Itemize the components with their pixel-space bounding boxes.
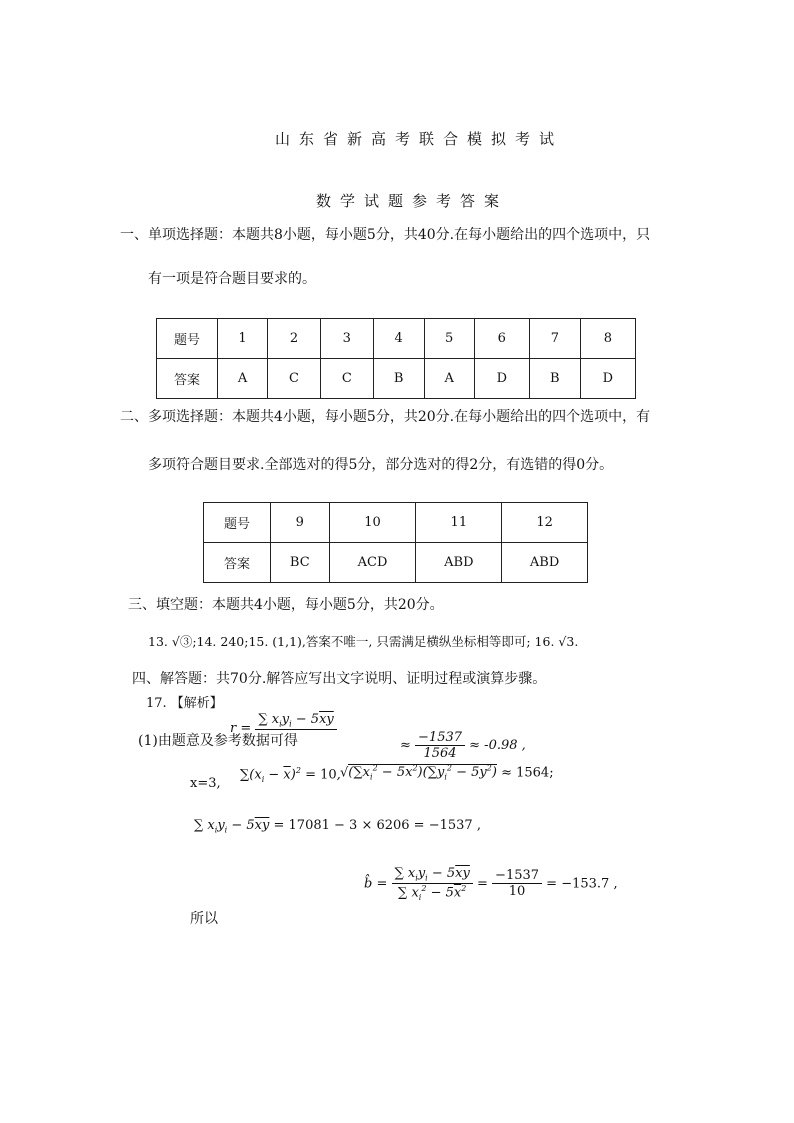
part1-intro: (1)由题意及参考数据可得 — [138, 733, 298, 749]
question-17-label: 17. 【解析】 — [146, 696, 223, 711]
r-formula: r = ∑ $x_iy_i - 5\overline{xy}$ — [230, 712, 337, 745]
section1-answer-table — [156, 318, 636, 399]
section2-answer-table — [203, 502, 588, 583]
answer-cell: A — [218, 359, 268, 399]
answer-cell: ACD — [329, 543, 416, 583]
table-row — [157, 319, 636, 359]
question-number: 5 — [424, 319, 474, 359]
b-value: = −153.7 , — [546, 876, 618, 892]
answer-cell: BC — [271, 543, 330, 583]
sqrt-product-value: ≈ 1564; — [501, 765, 554, 781]
answer-cell: A — [424, 359, 474, 399]
section2-heading-cont: 多项符合题目要求.全部选对的得5分，部分选对的得2分，有选错的得0分。 — [148, 457, 614, 473]
sum-xy-eq: ∑ $x_iy_i - 5\overline{xy} = 17081 - 3 \times 6206 = -1537$ , — [194, 818, 481, 835]
question-number: 8 — [580, 319, 635, 359]
section1-heading: 一、单项选择题：本题共8小题，每小题5分，共40分.在每小题给出的四个选项中，只 — [120, 227, 651, 243]
answer-cell: D — [474, 359, 529, 399]
answer-cell: D — [580, 359, 635, 399]
question-number: 2 — [268, 319, 321, 359]
sqrt-product: $√(\sum x_i^2 - 5\overline{x}^2)(\sum y_i^2 - 5\overline{y}^2) \approx 1564$; — [340, 764, 554, 782]
section2-heading: 二、多项选择题：本题共4小题，每小题5分，共20分.在每小题给出的四个选项中，有 — [120, 409, 651, 425]
r-frac-den: 1564 — [423, 746, 457, 761]
table-header-label: 题号 — [157, 319, 218, 359]
table-row — [157, 359, 636, 399]
question-number: 9 — [271, 503, 330, 543]
r-frac-num: −1537 — [415, 730, 465, 746]
question-number: 11 — [416, 503, 502, 543]
answer-cell: C — [320, 359, 373, 399]
question-number: 3 — [320, 319, 373, 359]
table-header-label: 题号 — [204, 503, 271, 543]
page-subtitle: 数学试题参考答案 — [316, 192, 509, 210]
question-number: 6 — [474, 319, 529, 359]
section4-heading: 四、解答题：共70分.解答应写出文字说明、证明过程或演算步骤。 — [132, 671, 547, 687]
answer-cell: C — [268, 359, 321, 399]
table-row — [204, 503, 588, 543]
question-number: 7 — [529, 319, 580, 359]
answer-cell: ABD — [416, 543, 502, 583]
b-hat-formula: b̂ = $\frac{\sum x_iy_i - 5\overline{xy}}{\sum x_i^2 - 5\overline{x}^2}$ = $\frac{-1537}{10}$ = −153.7 , — [364, 866, 618, 902]
so-label: 所以 — [190, 911, 218, 927]
answer-cell: B — [529, 359, 580, 399]
answer-cell: B — [373, 359, 424, 399]
question-number: 10 — [329, 503, 416, 543]
page-title: 山东省新高考联合模拟考试 — [275, 130, 564, 148]
table-answer-label: 答案 — [204, 543, 271, 583]
sum-xy-value: = 17081 − 3 × 6206 = −1537 , — [273, 818, 481, 833]
r-fraction: ≈ $\frac{-1537}{1564}$ ≈ -0.98 , — [400, 730, 526, 761]
b-frac-den: 10 — [508, 884, 526, 900]
section3-heading: 三、填空题：本题共4小题，每小题5分，共20分。 — [128, 597, 444, 613]
b-frac-num: −1537 — [492, 868, 542, 884]
variance-sum: $\sum(x_i - \overline{x})^2 = 10$, — [240, 766, 341, 784]
x-mean-eq: x=3, — [190, 776, 221, 791]
question-number: 12 — [502, 503, 588, 543]
answer-cell: ABD — [502, 543, 588, 583]
question-number: 4 — [373, 319, 424, 359]
table-row — [204, 543, 588, 583]
fill-in-answers: 13. √③;14. 240;15. (1,1),答案不唯一, 只需满足横纵坐标相等即可; 16. √3. — [148, 634, 579, 649]
question-number: 1 — [218, 319, 268, 359]
section1-heading-cont: 有一项是符合题目要求的。 — [148, 271, 316, 287]
table-answer-label: 答案 — [157, 359, 218, 399]
variance-sum-value: = 10 — [305, 767, 337, 783]
b-hat-symbol: b̂ — [364, 876, 373, 892]
r-approx-value: ≈ -0.98 , — [469, 738, 526, 753]
